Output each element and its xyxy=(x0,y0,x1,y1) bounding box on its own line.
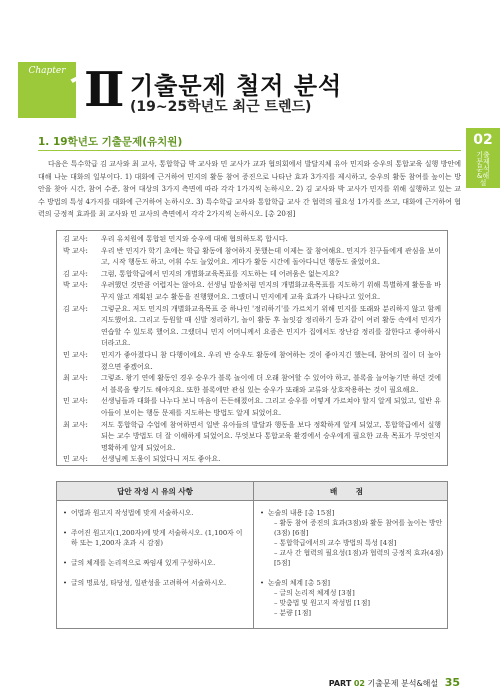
chapter-tab xyxy=(18,62,76,118)
dialogue-speaker: 최 교사: xyxy=(63,420,88,429)
answer-rule-item: • 주어진 원고지(1,200자)에 맞게 서술하시오. (1,100자 이하 또는 1,200자 초과 시 감점) xyxy=(63,528,249,548)
scoring-item: – 글의 논리적 체계성 [3점] xyxy=(274,589,355,597)
scoring-list xyxy=(260,508,446,618)
dialogue-speaker: 김 교사: xyxy=(63,269,88,278)
dialogue-speaker: 최 교사: xyxy=(63,374,88,383)
scoring-item: – 맞춤법 및 원고지 작성법 [1점] xyxy=(274,599,371,607)
chapter-numeral: Ⅱ xyxy=(84,62,125,118)
top-band xyxy=(0,0,500,38)
page-footer xyxy=(329,676,460,689)
dialogue-text: 우려했던 것만큼 어렵지는 않아요. 선생님 말씀처럼 민지의 개별화교육목표를 지도하기 위해 특별하게 활동을 바꾸지 않고 계획된 교수 활동을 진행했어요. 그랬더니 민지에게 교육 효과가 나타나고 있어요. xyxy=(101,281,441,301)
dialogue-speaker: 김 교사: xyxy=(63,304,88,313)
answer-rules-list xyxy=(63,508,249,598)
dialogue-line xyxy=(63,246,441,269)
side-tab xyxy=(466,128,500,188)
dialogue-text: 그렇죠. 왕기 연에 활동인 경우 승우가 블록 놀이에 더 오래 참여할 수 있어야 하고, 블록을 늘어놓기만 하던 것에서 블록을 쌓기도 해야지요. 또한 블록에만 관심 있는 승우가 또래와 교류와 상호작용하는 것이 필요해요. xyxy=(101,374,441,394)
section-heading: 1. 19학년도 기출문제(유치원) xyxy=(38,136,183,148)
dialogue-line xyxy=(63,304,441,350)
dialogue-text: 민지가 좋아졌다니 참 다행이에요. 우리 반 승우도 활동에 참여하는 것이 좋아지긴 했는데, 참여의 질이 더 높아졌으면 좋겠어요. xyxy=(101,350,441,371)
chapter-word: Chapter xyxy=(28,66,66,76)
dialogue-box xyxy=(56,230,448,466)
answer-guide-box xyxy=(56,481,448,629)
dialogue-speaker: 민 교사: xyxy=(63,455,88,464)
answer-rule-item: • 글의 명료성, 타당성, 일관성을 고려하여 서술하시오. xyxy=(63,578,249,588)
page-number: 35 xyxy=(444,676,460,689)
scoring-item: – 교사 간 협력의 필요성(1점)과 협력의 긍정적 효과(4점) [5점] xyxy=(274,549,444,567)
footer-part: PART xyxy=(328,679,352,688)
side-tab-label: 기출문제 분석&해설 xyxy=(476,151,490,187)
dialogue-line xyxy=(63,280,441,303)
question-intro: 다음은 특수학급 김 교사와 최 교사, 통합학급 박 교사와 민 교사가 교과 협의회에서 발달지체 유아 민지와 승우의 통합교육 실행 방안에 대해 나눈 대화의 일부이다. 1) 대화에 근거하여 민지의 활동 참여 증진으로 나타난 효과 3가지를 제시하고, 승우의 활동 참여를 높이는 방안을 찾아 시간, 참여 수준, 참여 대상의 3가지 측면에 따라 각각 1가지씩 논하시오. 2) 김 교사와 박 교사가 민지를 위해 실행하고 있는 교수 방법의 특성 4가지를 대화에 근거하여 논하시오. 3) 특수학급 교사와 통합학급 교사 간 협력의 필요성 1가지를 쓰고, 대화에 근거하여 협력의 긍정적 효과를 최 교사와 민 교사의 측면에서 각각 2가지씩 논하시오. [총 20점] xyxy=(38,160,461,219)
dialogue-line xyxy=(63,269,441,281)
dialogue-text: 선생님께 도움이 되었다니 저도 좋아요. xyxy=(101,455,221,464)
answer-rules-heading: 답안 작성 시 유의 사항 xyxy=(57,482,253,501)
dialogue-text: 선생님들과 대화를 나누다 보니 마음이 든든해졌어요. 그리고 승우를 어떻게 가르쳐야 할지 알게 되었고, 일반 유아들이 보이는 행동 문제를 지도하는 방법도 알게 되었어요. xyxy=(101,397,441,417)
dialogue-text: 우리 반 민지가 학기 초에는 학급 활동에 참여하지 못했는데 이제는 잘 참여해요. 민지가 친구들에게 관심을 보이고, 시작 행동도 하고, 어휘 수도 늘었어요. 게다가 활동 시간에 돌아다니던 행동도 줄었어요. xyxy=(101,246,441,267)
dialogue-line xyxy=(63,454,441,466)
scoring-item: • 논술의 내용 [총 15점] xyxy=(260,508,446,518)
footer-part-title: 기출문제 분석&해설 xyxy=(367,679,439,688)
dialogue-line xyxy=(63,420,441,455)
dialogue-speaker: 박 교사: xyxy=(63,246,88,255)
answer-rule-item: • 글의 체계를 논리적으로 짜임새 있게 구성하시오. xyxy=(63,558,249,568)
section-divider xyxy=(38,150,461,151)
page-subtitle: (19~25학년도 최근 트렌드) xyxy=(130,99,312,115)
page-title: 기출문제 철저 분석 xyxy=(130,72,343,100)
dialogue-speaker: 민 교사: xyxy=(63,350,88,359)
scoring-heading: 배 점 xyxy=(254,482,447,501)
dialogue-text: 저도 통합학급 수업에 참여하면서 일반 유아들의 발달과 행동을 보다 정확하게 알게 되었고, 통합학급에서 실행되는 교수 방법도 더 잘 이해하게 되었어요. 무엇보다 통합교육 환경에서 승우에게 필요한 교육 목표가 무엇인지 명확하게 알게 되었어요. xyxy=(101,420,441,452)
dialogue-speaker: 김 교사: xyxy=(63,235,88,243)
scoring-item: – 통합학급에서의 교수 방법의 특성 [4점] xyxy=(274,539,397,547)
scoring-item: – 분량 [1점] xyxy=(274,609,312,617)
scoring-item: – 활동 참여 증진의 효과(3점)와 활동 참여를 높이는 방안(3점) [6점] xyxy=(274,519,443,537)
side-tab-number: 02 xyxy=(473,132,493,148)
dialogue-text: 그럼, 통합학급에서 민지의 개별화교육목표를 지도하는 데 어려움은 없는지요? xyxy=(101,269,339,278)
answer-column-divider xyxy=(253,482,254,628)
answer-rule-item: • 어법과 원고지 작성법에 맞게 서술하시오. xyxy=(63,508,249,518)
scoring-item: • 논술의 체계 [총 5점] xyxy=(260,578,446,588)
dialogue-text: 그렇군요. 저도 민지의 개별화교육목표 중 하나인 '정리하기'를 가르치기 위해 민지를 또래와 분리하지 않고 함께 지도했어요. 그리고 등원할 때 신발 정리하기, 놀이 활동 후 놀잇감 정리하기 등과 같이 여러 활동 속에서 민지가 연습할 수 있도록 했어요. 그랬더니 민지 어머니께서 요즘은 민지가 집에서도 장난감 정리를 잘한다고 좋아하시더라고요. xyxy=(101,304,441,348)
dialogue-line xyxy=(63,373,441,396)
footer-part-number: 02 xyxy=(353,679,365,688)
dialogue-line xyxy=(63,350,441,373)
dialogue-line xyxy=(63,396,441,419)
dialogue-speaker: 박 교사: xyxy=(63,281,88,290)
dialogue-line xyxy=(63,234,441,246)
dialogue-speaker: 민 교사: xyxy=(63,397,88,406)
dialogue-text: 우리 유치원에 통합된 민지와 승우에 대해 협의하도록 합시다. xyxy=(101,235,288,243)
